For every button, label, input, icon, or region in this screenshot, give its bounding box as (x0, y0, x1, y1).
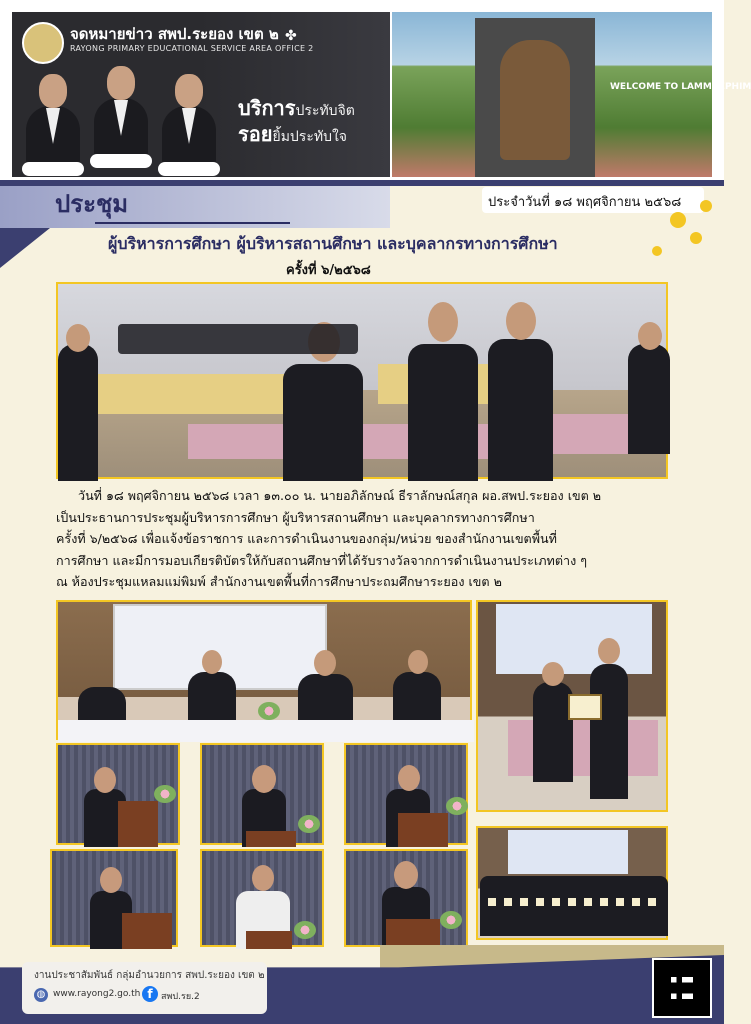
facebook-link[interactable]: สพป.รย.2 (161, 992, 200, 1002)
facebook-icon: f (142, 986, 158, 1002)
flower-decoration (700, 200, 712, 212)
newsletter-subtitle: RAYONG PRIMARY EDUCATIONAL SERVICE AREA OFFICE 2 (70, 44, 314, 53)
executive-portrait-1 (22, 66, 84, 176)
article-subheading: ครั้งที่ ๖/๒๕๖๘ (286, 263, 371, 278)
speaker-photo-3 (344, 743, 468, 845)
welcome-sign: WELCOME TO LAMMAEPHIM (610, 82, 751, 92)
slogan-1-rest: ประทับจิต (295, 103, 355, 119)
newsletter-title: จดหมายข่าว สพป.ระยอง เขต ๒ (70, 25, 279, 43)
topic-title: ประชุม (55, 190, 129, 218)
globe-icon: ◍ (34, 988, 48, 1002)
seal-logo (22, 22, 64, 64)
article-body (56, 485, 676, 593)
website-link[interactable]: www.rayong2.go.th (53, 989, 141, 999)
slogan-1-emphasis: บริการ (238, 96, 296, 120)
article-line: วันที่ ๑๘ พฤศจิกายน ๒๕๖๘ เวลา ๑๓.๐๐ น. นายอภิลักษณ์ ธีราลักษณ์สกุล ผอ.สพป.ระยอง เขต ๒ (78, 488, 602, 503)
speaker-photo-4 (50, 849, 178, 947)
topic-underline (95, 222, 290, 224)
flower-decoration (652, 246, 662, 256)
main-meeting-photo (56, 282, 668, 479)
article-line: เป็นประธานการประชุมผู้บริหารการศึกษา ผู้บริหารสถานศึกษา และบุคลากรทางการศึกษา (56, 509, 535, 525)
slogan-2-rest: ยิ้มประทับใจ (272, 129, 347, 145)
certificate-photo (476, 600, 668, 812)
corner-accent (0, 228, 50, 268)
footer-department: งานประชาสัมพันธ์ กลุ่มอำนวยการ สพป.ระยอง เขต ๒ (34, 970, 265, 981)
executive-portrait-2 (90, 58, 152, 168)
group-photo (476, 826, 668, 940)
speaker-photo-6 (344, 849, 468, 947)
qr-code[interactable] (652, 958, 712, 1018)
speaker-photo-1 (56, 743, 180, 845)
article-line: ครั้งที่ ๖/๒๕๖๘ เพื่อแจ้งข้อราชการ และการดำเนินงานของกลุ่ม/หน่วย ของสำนักงานเขตพื้นที่ (56, 531, 557, 546)
article-line: การศึกษา และมีการมอบเกียรติบัตรให้กับสถานศึกษาที่ได้รับรางวัลจากการดำเนินงานประเภทต่าง ๆ (56, 552, 588, 568)
flower-icon: ✤ (285, 28, 297, 44)
flower-decoration (690, 232, 702, 244)
executive-portrait-3 (158, 66, 220, 176)
statue-figure (500, 40, 570, 160)
speaker-photo-5 (200, 849, 324, 947)
date-text: ประจำวันที่ ๑๘ พฤศจิกายน ๒๕๖๘ (488, 195, 682, 210)
slogan-2-emphasis: รอย (238, 122, 273, 146)
slogan-line-2 (238, 118, 347, 150)
article-line: ณ ห้องประชุมแหลมแม่พิมพ์ สำนักงานเขตพื้นที่การศึกษาประถมศึกษาระยอง เขต ๒ (56, 574, 502, 589)
speaker-photo-2 (200, 743, 324, 845)
head-table-photo (56, 600, 472, 740)
flower-decoration (670, 212, 686, 228)
article-headline: ผู้บริหารการศึกษา ผู้บริหารสถานศึกษา และบุคลากรทางการศึกษา (108, 234, 558, 253)
